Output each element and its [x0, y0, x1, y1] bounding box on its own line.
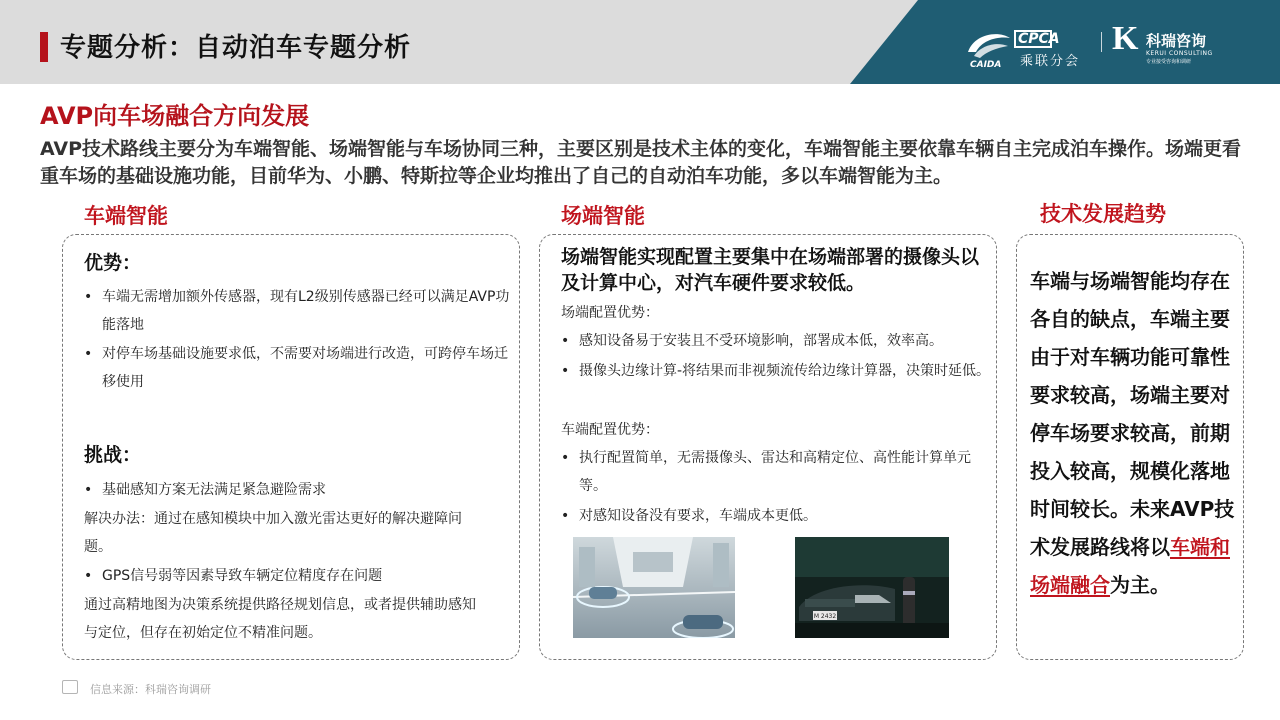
- kerui-logo: [1112, 18, 1272, 68]
- field-config-heading: 场端配置优势：: [561, 305, 659, 321]
- intro-paragraph: AVP技术路线主要分为车端智能、场端智能与车场协同三种，主要区别是技术主体的变化，车端智能主要依靠车辆自主完成泊车操作。场端更看重车场的基础设施功能，目前华为、小鹏、特斯拉等企业均推出了自己的自动泊车功能，多以车端智能为主。: [40, 138, 1242, 187]
- list-item: [84, 476, 510, 504]
- list-item: [84, 283, 510, 339]
- cpca-swirl-icon: [964, 30, 1014, 60]
- list-item: [561, 327, 991, 355]
- cpca-logo: [964, 24, 1094, 68]
- parking-garage-image: [573, 537, 735, 638]
- kerui-logo-letter: K: [1112, 20, 1139, 57]
- cpca-logo-en: CAIDA: [970, 60, 1002, 70]
- trend-text-end: 为主。: [1110, 573, 1170, 597]
- source-note: 信息来源：科瑞咨询调研: [90, 683, 211, 696]
- bullet-icon: •: [84, 289, 93, 305]
- solution-1: 解决办法：通过在感知模块中加入激光雷达更好的解决避障问题。: [84, 511, 462, 555]
- section-title: AVP向车场融合方向发展: [40, 102, 310, 130]
- col1-title: 车端智能: [84, 204, 168, 228]
- solution-2: 通过高精地图为决策系统提供路径规划信息，或者提供辅助感知与定位，但存在初始定位不精准问题。: [84, 597, 476, 641]
- cpca-logo-box: CPCA: [1014, 30, 1052, 48]
- col2-title: 场端智能: [561, 204, 645, 228]
- cpca-logo-cn: 乘联分会: [1020, 54, 1081, 69]
- field-advantage-1: 感知设备易于安装且不受环境影响，部署成本低，效率高。: [579, 333, 943, 349]
- logo-divider: [1101, 32, 1102, 52]
- bullet-icon: •: [561, 508, 570, 524]
- list-item: [561, 502, 991, 530]
- title-accent-bar: [40, 32, 48, 62]
- car-advantage-2: 对感知设备没有要求，车端成本更低。: [579, 508, 817, 524]
- car-config-heading: 车端配置优势：: [561, 422, 659, 438]
- list-item: [561, 357, 991, 385]
- trend-highlight: 车端和场端融合: [1030, 535, 1230, 597]
- trend-text-main: 车端与场端智能均存在各自的缺点，车端主要由于对车辆功能可靠性要求较高，场端主要对停车场要求较高，前期投入较高，规模化落地时间较长。未来AVP技术发展路线将以: [1030, 269, 1235, 559]
- kerui-logo-en: KERUI CONSULTING: [1146, 50, 1213, 57]
- license-plate: M 2432: [813, 613, 837, 620]
- page-title: 专题分析：自动泊车专题分析: [60, 33, 412, 63]
- bullet-icon: •: [561, 450, 570, 466]
- challenge-heading: 挑战：: [84, 444, 142, 466]
- bullet-icon: •: [561, 363, 570, 379]
- field-advantage-2: 摄像头边缘计算-将结果而非视频流传给边缘计算器，决策时延低。: [579, 363, 991, 379]
- trend-text: [1030, 262, 1236, 604]
- bullet-icon: •: [561, 333, 570, 349]
- list-item: [84, 562, 510, 590]
- bullet-icon: •: [84, 482, 93, 498]
- challenge-2: GPS信号弱等因素导致车辆定位精度存在问题: [102, 568, 383, 584]
- challenge-1: 基础感知方案无法满足紧急避险需求: [102, 482, 326, 498]
- car-advantage-1: 执行配置简单，无需摄像头、雷达和高精定位、高性能计算单元等。: [579, 450, 971, 494]
- list-item: [561, 444, 991, 500]
- list-item: [84, 340, 510, 396]
- kerui-logo-sub: 专业接受咨询和调研: [1146, 59, 1192, 65]
- kerui-logo-cn: 科瑞咨询: [1146, 32, 1207, 50]
- col3-title: 技术发展趋势: [1040, 202, 1166, 226]
- field-lead: 场端智能实现配置主要集中在场端部署的摄像头以及计算中心，对汽车硬件要求较低。: [561, 246, 980, 294]
- calendar-icon: [62, 680, 78, 694]
- bullet-icon: •: [84, 568, 93, 584]
- car-parking-image: [795, 537, 949, 638]
- bullet-icon: •: [84, 346, 93, 362]
- advantage-1: 车端无需增加额外传感器，现有L2级别传感器已经可以满足AVP功能落地: [102, 289, 510, 333]
- advantage-heading: 优势：: [84, 252, 142, 274]
- advantage-2: 对停车场基础设施要求低，不需要对场端进行改造，可跨停车场迁移使用: [102, 346, 508, 390]
